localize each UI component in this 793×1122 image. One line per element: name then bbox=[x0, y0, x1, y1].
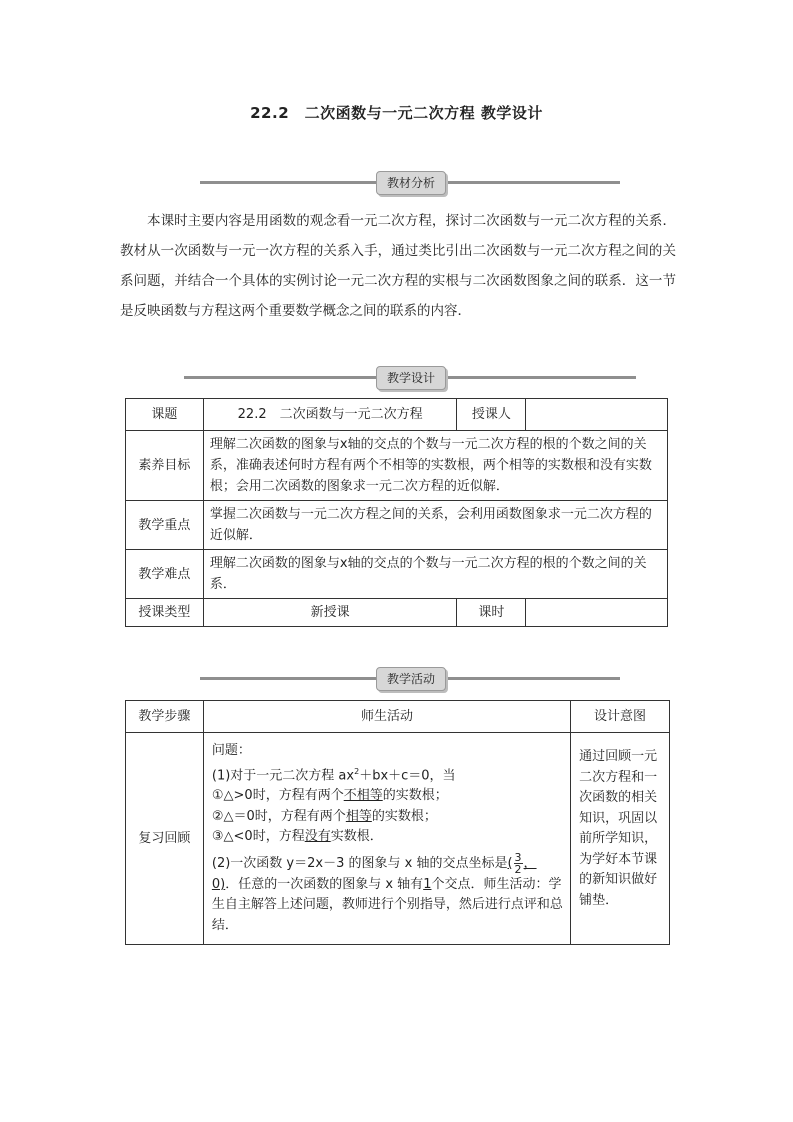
key-point-label: 教学重点 bbox=[126, 501, 204, 550]
section-header-analysis bbox=[200, 171, 620, 195]
topic-label: 课题 bbox=[126, 399, 204, 431]
class-hours-value bbox=[526, 599, 668, 627]
answer-blank: 不相等 bbox=[343, 788, 383, 804]
section-tab-label: 教学活动 bbox=[376, 667, 446, 691]
goal-value: 理解二次函数的图象与x轴的交点的个数与一元二次方程的根的个数之间的关系，准确表述何时方程有两个不相等的实数根，两个相等的实数根和没有实数根；会用二次函数的图象求一元二次方程的近似解． bbox=[203, 431, 667, 501]
fraction: $\frac{3}{2}$ bbox=[514, 850, 522, 876]
section-header-design bbox=[184, 366, 636, 390]
intro-paragraph: 本课时主要内容是用函数的观念看一元二次方程，探讨二次函数与一元二次方程的关系．教材从一次函数与一元一次方程的关系入手，通过类比引出二次函数与一元二次方程之间的关系问题，并结合一个具体的实例讨论一元二次方程的实根与二次函数图象之间的联系．这一节是反映函数与方程这两个重要数学概念之间的联系的内容． bbox=[120, 213, 676, 319]
answer-blank: 没有 bbox=[304, 829, 331, 845]
teacher-value bbox=[526, 399, 668, 431]
activity-content bbox=[203, 733, 570, 945]
header-step: 教学步骤 bbox=[126, 701, 204, 733]
section-header-activity bbox=[200, 667, 620, 691]
key-point-value: 掌握二次函数与一元二次方程之间的关系，会利用函数图象求一元二次方程的近似解． bbox=[203, 501, 667, 550]
answer-blank: ( $\frac{3}{2}$ ， 0) bbox=[211, 850, 537, 892]
question-1: (1)对于一元二次方程 $ax^2+bx+c=0$，当 bbox=[211, 766, 456, 783]
activity-table bbox=[125, 700, 670, 945]
section-tab-label: 教学设计 bbox=[376, 366, 446, 390]
question-2: (2)一次函数 y＝2x－3 的图象与 x 轴的交点坐标是( $\frac{3}{2}$ ， 0)．任意的一次函数的图象与 x 轴有1个交点．师生活动：学生自主解答上述问题，教师进行个别指导，然后进行点评和总结． bbox=[211, 850, 563, 933]
goal-label: 素养目标 bbox=[126, 431, 204, 501]
difficulty-label: 教学难点 bbox=[126, 550, 204, 599]
page-title: 22.2 二次函数与一元二次方程 教学设计 bbox=[250, 104, 543, 122]
lesson-type-value: 新授课 bbox=[203, 599, 457, 627]
design-table bbox=[125, 398, 668, 627]
question-label: 问题： bbox=[211, 743, 251, 758]
case-2: ②△＝0时，方程有两个相等的实数根； bbox=[211, 808, 437, 824]
answer-blank: 1 bbox=[423, 876, 432, 892]
design-intent: 通过回顾一元二次方程和一次函数的相关知识，巩固以前所学知识，为学好本节课的新知识做好铺垫． bbox=[571, 733, 670, 945]
case-1: ①△>0时，方程有两个不相等的实数根； bbox=[211, 788, 448, 804]
header-activity: 师生活动 bbox=[203, 701, 570, 733]
topic-value: 22.2 二次函数与一元二次方程 bbox=[203, 399, 457, 431]
section-tab-label: 教材分析 bbox=[376, 171, 446, 195]
header-intent: 设计意图 bbox=[571, 701, 670, 733]
lesson-type-label: 授课类型 bbox=[126, 599, 204, 627]
difficulty-value: 理解二次函数的图象与x轴的交点的个数与一元二次方程的根的个数之间的关系． bbox=[203, 550, 667, 599]
answer-blank: 相等 bbox=[345, 808, 372, 824]
case-3: ③△<0时，方程没有实数根． bbox=[211, 829, 383, 845]
teacher-label: 授课人 bbox=[457, 399, 526, 431]
step-name: 复习回顾 bbox=[126, 733, 204, 945]
class-hours-label: 课时 bbox=[457, 599, 526, 627]
